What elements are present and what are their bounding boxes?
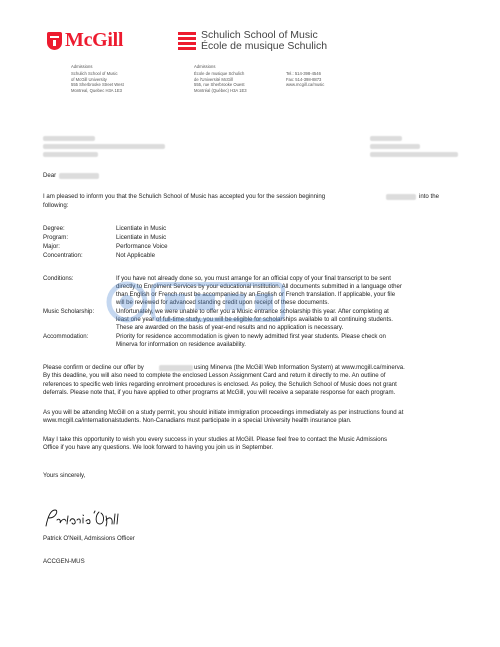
- school-name-en: Schulich School of Music: [201, 29, 318, 41]
- accommodation-label: Accommodation:: [43, 333, 89, 340]
- conditions-text: If you have not already done so, you must arrange for an official copy of your final transcript to be sent directly to Enrolment Services by your educational institution. All documents submitted in a language other than English or French must be accompanied by an English or French translation. If applicable, your file will be reviewed for advanced standing credit upon receipt of these documents.: [116, 275, 402, 306]
- intro-text: I am pleased to inform you that the Schulich School of Music has accepted you for the session beginning: [43, 193, 326, 200]
- intro-text-line2: following:: [43, 202, 69, 209]
- mcgill-shield-icon: [47, 32, 62, 50]
- schulich-mark-icon: [178, 32, 196, 50]
- concentration-label: Concentration:: [43, 252, 83, 259]
- concentration-value: Not Applicable: [116, 252, 155, 259]
- contact-info: Tel.: 514-398-4546 Fax: 514-398-8873 www.mcgill.ca/music: [286, 71, 325, 88]
- major-value: Performance Voice: [116, 243, 168, 250]
- program-value: Licentiate in Music: [116, 234, 167, 241]
- left-address: Schulich School of Music of McGill University 555 Sherbrooke Street West Montreal, Quebec H3A 1E3: [71, 71, 124, 93]
- conditions-label: Conditions:: [43, 275, 74, 282]
- signatory-name: Patrick O'Neill, Admissions Officer: [43, 535, 135, 542]
- redacted-recipient-city: [43, 152, 98, 157]
- mcgill-wordmark: McGill: [65, 29, 124, 51]
- immigration-paragraph: As you will be attending McGill on a study permit, you should initiate immigration proceedings immediately as per instructions found at www.mcgill.ca/internationalstudents. Non-Canadians must participate in a special University health insurance plan.: [43, 409, 404, 425]
- closing-salutation: Yours sincerely,: [43, 472, 86, 479]
- right-address-label: Admissions: [194, 64, 216, 69]
- redacted-recipient-address: [43, 144, 165, 149]
- redacted-deadline: [159, 365, 193, 371]
- right-address: École de musique Schulich de l'Université McGill 555, rue Sherbrooke Ouest Montréal (Québec) H3A 1E3: [194, 71, 247, 93]
- scholarship-label: Music Scholarship:: [43, 308, 95, 315]
- degree-value: Licentiate in Music: [116, 225, 167, 232]
- redacted-session: [386, 194, 416, 200]
- program-label: Program:: [43, 234, 69, 241]
- scholarship-text: Unfortunately, we were unable to offer you a Music entrance scholarship this year. After completing at least one year of full-time study, you will be eligible for scholarships available to all continuing students. These are awarded on the basis of year-end results and no application is necessary.: [116, 308, 393, 331]
- accommodation-text: Priority for residence accommodation is given to newly admitted first year students. Please check on Minerva for information on residence availability.: [116, 333, 386, 348]
- confirmation-paragraph: Please confirm or decline our offer by using Minerva (the McGill Web Information System) at www.mcgill.ca/minerva. By this deadline, you will also need to complete the enclosed Lesson Assignment Card and return it directly to me. An outline of references to specific web links regarding enrolment procedures is enclosed. As policy, the Schulich School of Music does not grant deferrals. Please note that, if you have applied to other programs at McGill, you will receive a separate response for each program.: [43, 364, 405, 397]
- handwritten-signature: [43, 506, 123, 530]
- salutation: Dear: [43, 172, 57, 179]
- redacted-recipient-name: [43, 136, 95, 141]
- schulich-logo: [178, 30, 327, 52]
- left-address-label: Admissions: [71, 64, 93, 69]
- closing-paragraph: May I take this opportunity to wish you every success in your studies at McGill. Please feel free to contact the Music Admissions Office if you have any questions. We look forward to having you join us in September.: [43, 436, 388, 452]
- degree-label: Degree:: [43, 225, 65, 232]
- school-name-fr: École de musique Schulich: [201, 40, 328, 52]
- redacted-term: [370, 152, 458, 157]
- redacted-id: [370, 144, 420, 149]
- intro-text-end: into the: [419, 193, 439, 200]
- redacted-salutation-name: [59, 173, 99, 179]
- mcgill-logo: [47, 29, 123, 52]
- redacted-date: [370, 136, 402, 141]
- reference-code: ACCGEN-MUS: [43, 558, 85, 565]
- major-label: Major:: [43, 243, 60, 250]
